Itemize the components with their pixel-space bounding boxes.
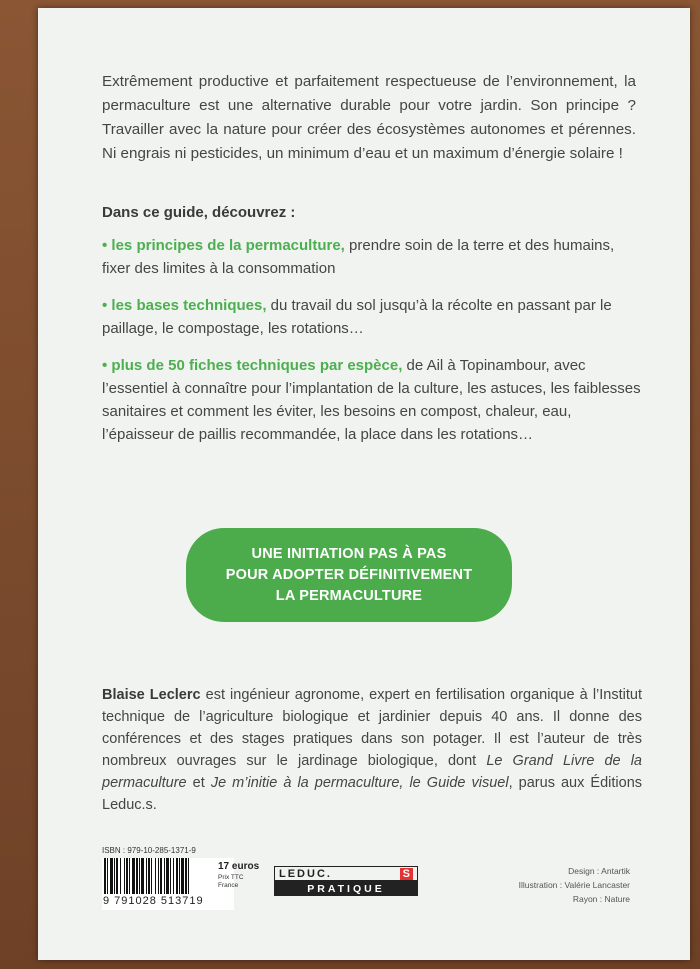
credit-line: Rayon : Nature bbox=[572, 894, 630, 904]
logo-s: S bbox=[400, 868, 413, 880]
price-note-line: France bbox=[218, 882, 239, 889]
credit-line: Design : Antartik bbox=[568, 866, 630, 876]
barcode-number: 9 791028 513719 bbox=[103, 895, 204, 907]
barcode-bars bbox=[102, 858, 212, 896]
author-bio bbox=[102, 684, 642, 816]
bullet-item: • les principes de la permaculture, prendre soin de la terre et des humains, fixer des limites à la consommation bbox=[102, 237, 615, 277]
tagline-banner bbox=[186, 528, 512, 622]
author-bio-text: et bbox=[186, 775, 211, 791]
bullet-list bbox=[102, 234, 642, 460]
bullet-lead: les principes de la permaculture, bbox=[111, 237, 345, 254]
price: 17 euros bbox=[218, 861, 260, 872]
bullet-text: du travail du sol jusqu’à la récolte en passant par le paillage, le compostage, les rotations… bbox=[102, 297, 612, 337]
logo-subtitle: PRATIQUE bbox=[274, 881, 418, 896]
intro-paragraph: Extrêmement productive et parfaitement respectueuse de l’environnement, la permaculture est une alternative durable pour votre jardin. Son principe ? Travailler avec la nature pour créer des écosystèmes autonomes et pérennes. Ni engrais ni pesticides, un minimum d’eau et un maximum d’énergie solaire ! bbox=[102, 73, 636, 162]
credits bbox=[519, 864, 630, 906]
author-bio-text: , parus aux Éditions Leduc.s. bbox=[102, 775, 643, 813]
price-note bbox=[218, 874, 244, 890]
bullet-item: • plus de 50 fiches techniques par espèce, de Ail à Topinambour, avec l’essentiel à connaître pour l’implantation de la culture, les astuces, les faiblesses sanitaires et comment les éviter, les besoins en compost, chaleur, eau, l’épaisseur de paillis recommandée, la place dans les rotations… bbox=[102, 357, 641, 443]
bullet-text: prendre soin de la terre et des humains, fixer des limites à la consommation bbox=[102, 237, 615, 277]
book-title: Le Grand Livre de la permaculture bbox=[102, 753, 642, 791]
logo-text: LEDUC. bbox=[279, 867, 332, 880]
author-bio-text: est ingénieur agronome, expert en fertilisation organique à l’Institut technique de l’agriculture biologique et jardinier depuis 40 ans. Il donne des conférences et des stages pratiques dans son potager. Il est l’auteur de très nombreux ouvrages sur le jardinage biologique, dont bbox=[102, 687, 642, 769]
bullet-item: • les bases techniques, du travail du sol jusqu’à la récolte en passant par le paillage, le compostage, les rotations… bbox=[102, 297, 612, 337]
publisher-logo bbox=[274, 866, 418, 898]
author-name: Blaise Leclerc bbox=[102, 687, 201, 703]
book-back-cover bbox=[38, 8, 690, 960]
bullet-lead: plus de 50 fiches techniques par espèce, bbox=[111, 357, 403, 374]
guide-heading: Dans ce guide, découvrez : bbox=[102, 204, 296, 221]
book-title: Je m’initie à la permaculture, le Guide visuel bbox=[210, 775, 509, 791]
banner-line: LA PERMACULTURE bbox=[275, 587, 423, 604]
banner-line: POUR ADOPTER DÉFINITIVEMENT bbox=[225, 566, 473, 583]
bullet-text: de Ail à Topinambour, avec l’essentiel à connaître pour l’implantation de la culture, les astuces, les faiblesses sanitaires et comment les éviter, les besoins en compost, chaleur, eau, l’épaisseur de paillis recommandée, la place dans les rotations… bbox=[102, 357, 641, 443]
bullet-lead: les bases techniques, bbox=[111, 297, 267, 314]
isbn-text: ISBN : 979-10-285-1371-9 bbox=[102, 846, 196, 855]
price-note-line: Prix TTC bbox=[218, 874, 244, 881]
credit-line: Illustration : Valérie Lancaster bbox=[518, 880, 630, 890]
banner-line: UNE INITIATION PAS À PAS bbox=[251, 545, 447, 562]
